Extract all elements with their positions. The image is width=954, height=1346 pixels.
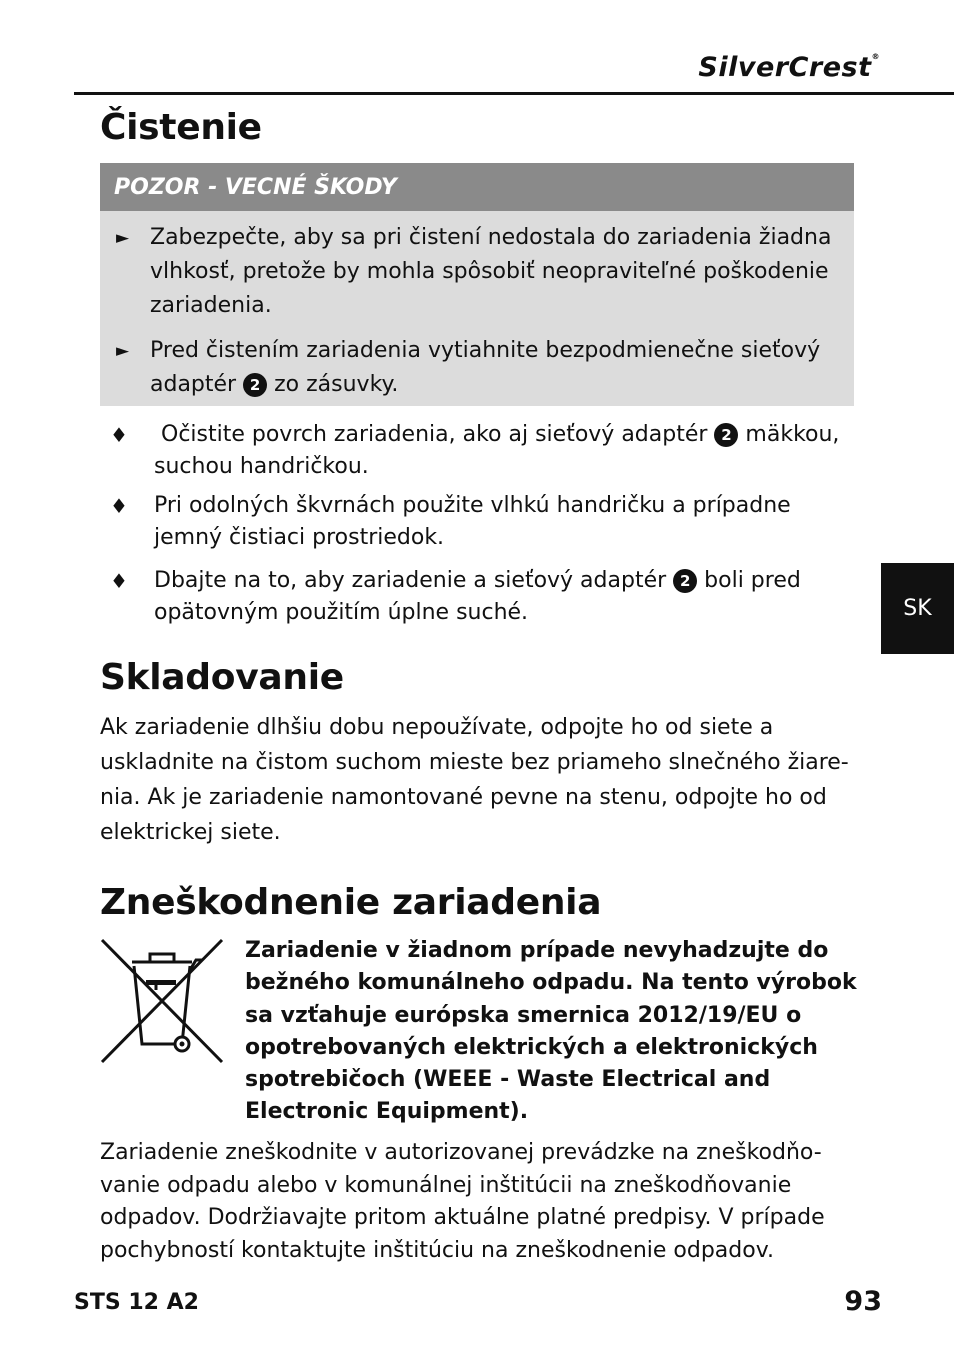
- warning-item: [112, 221, 844, 323]
- storage-paragraph: Ak zariadenie dlhšiu dobu nepoužívate, odpojte ho od siete a uskladnite na čistom suchom mieste bez priameho slnečného žiare-nia. Ak je zariadenie namontované pevne na stenu, odpojte ho od elektrickej siete.: [100, 715, 849, 845]
- arrow-bullet-icon: ►: [116, 341, 130, 361]
- diamond-bullet-icon: ♦: [110, 423, 128, 447]
- part-reference-badge: 2: [243, 373, 267, 397]
- cleaning-step: [100, 419, 854, 483]
- cleaning-step: [100, 490, 854, 554]
- part-reference-badge: 2: [673, 569, 697, 593]
- cleaning-step-text: Pri odolných škvrnách použite vlhkú handričku a prípadne jemný čistiaci prostriedok.: [154, 493, 791, 550]
- warning-box: [100, 163, 854, 406]
- model-number: STS 12 A2: [74, 1290, 199, 1315]
- warning-title: POZOR - VECNÉ ŠKODY: [100, 163, 854, 211]
- cleaning-step-text: Očistite povrch zariadenia, ako aj sieťový adaptér 2 mäkkou, suchou handričkou.: [154, 422, 840, 479]
- warning-item-text: Zabezpečte, aby sa pri čistení nedostala do zariadenia žiadna vlhkosť, pretože by mohla spôsobiť neopraviteľné poškodenie zariadenia.: [150, 225, 832, 318]
- section-title-cleaning: Čistenie: [100, 107, 262, 148]
- cleaning-step: [100, 565, 854, 629]
- diamond-bullet-icon: ♦: [110, 494, 128, 518]
- cleaning-step-text: Dbajte na to, aby zariadenie a sieťový adaptér 2 boli pred opätovným použitím úplne suché.: [154, 568, 801, 625]
- section-title-storage: Skladovanie: [100, 657, 344, 698]
- diamond-bullet-icon: ♦: [110, 569, 128, 593]
- crossed-out-wheelie-bin-icon: [100, 936, 224, 1066]
- part-reference-badge: 2: [714, 423, 738, 447]
- arrow-bullet-icon: ►: [116, 228, 130, 248]
- brand-name: SilverCrest: [698, 52, 872, 83]
- header-rule: [74, 92, 954, 95]
- section-title-disposal: Zneškodnenie zariadenia: [100, 882, 602, 923]
- disposal-paragraph: Zariadenie zneškodnite v autorizovanej prevádzke na zneškodňo-vanie odpadu alebo v komunálnej inštitúcii na zneškodňovanie odpadov. Dodržiavajte pritom aktuálne platné predpisy. V prípade pochybností kontaktujte inštitúciu na zneškodnenie odpadov.: [100, 1140, 825, 1263]
- brand-logo: [698, 52, 880, 83]
- page-number: 93: [844, 1286, 882, 1317]
- weee-notice: Zariadenie v žiadnom prípade nevyhadzujte do bežného komunálneho odpadu. Na tento výrobok sa vzťahuje európska smernica 2012/19/EU o opotrebovaných elektrických a elektronických spotrebičoch (WEEE - Waste Electrical and Electronic Equipment).: [245, 938, 857, 1125]
- warning-item-text: Pred čistením zariadenia vytiahnite bezpodmienečne sieťový adaptér 2 zo zásuvky.: [150, 338, 821, 397]
- brand-registered-mark: ®: [871, 52, 880, 61]
- warning-item: [112, 334, 844, 402]
- language-tab: SK: [881, 563, 954, 654]
